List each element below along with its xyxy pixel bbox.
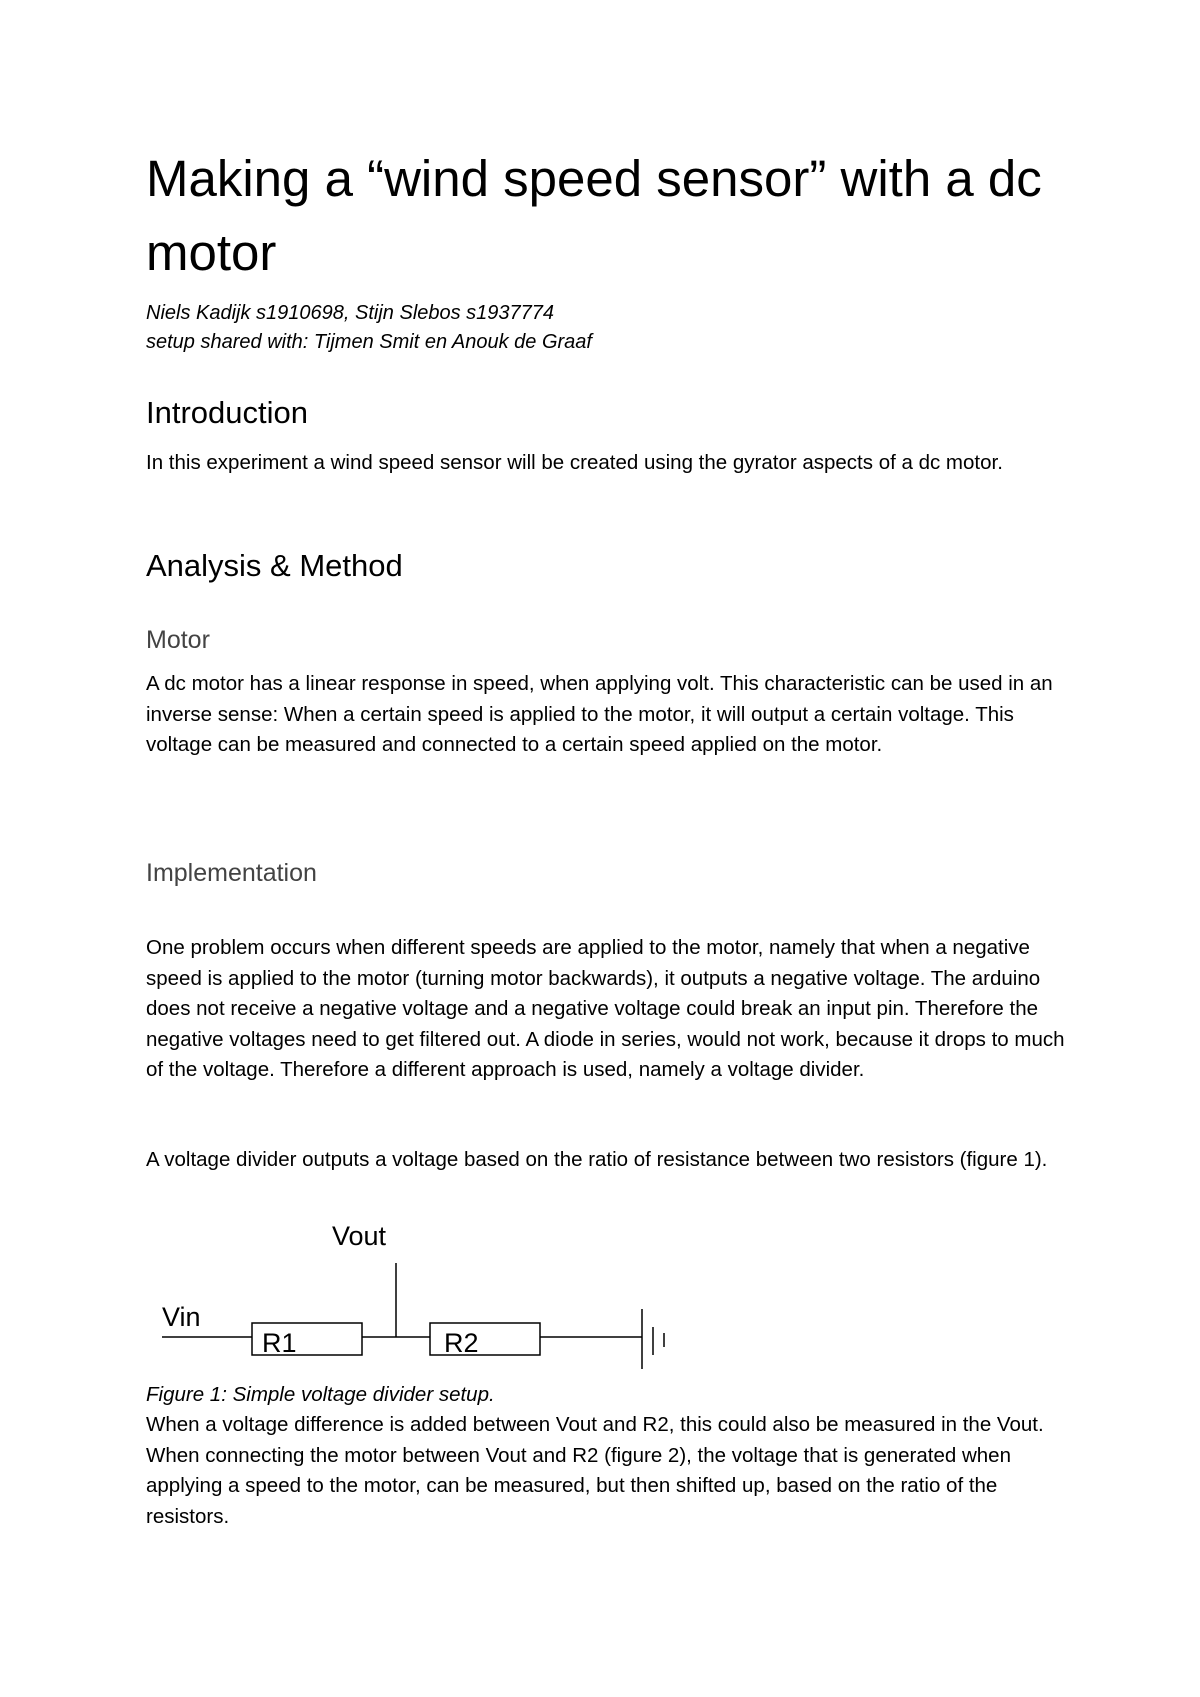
motor-text: A dc motor has a linear response in speed, when applying volt. This characteristic can be used in an inverse sense: When a certain speed is applied to the motor, it will output a certain voltage. This voltage can be measured and connected to a certain speed applied on the motor. [146, 672, 1053, 756]
implementation-paragraph-3: When a voltage difference is added between Vout and R2, this could also be measured in the Vout. When connecting the motor between Vout and R2 (figure 2), the voltage that is generated when applying a speed to the motor, can be measured, but then shifted up, based on the ratio of the resistors. [146, 1413, 1044, 1528]
implementation-paragraph-2: A voltage divider outputs a voltage based on the ratio of resistance between two resistors (figure 1). [146, 1148, 1048, 1171]
vout-label: Vout [332, 1221, 387, 1251]
voltage-divider-diagram [152, 1215, 692, 1390]
implementation-paragraph-1: One problem occurs when different speeds are applied to the motor, namely that when a negative speed is applied to the motor (turning motor backwards), it outputs a negative voltage. The arduino does not receive a negative voltage and a negative voltage could break an input pin. Therefore the negative voltages need to get filtered out. A diode in series, would not work, because it drops to much of the voltage. Therefore a different approach is used, namely a voltage divider. [146, 936, 1065, 1081]
analysis-heading: Analysis & Method [146, 548, 403, 583]
document-title: Making a “wind speed sensor” with a dc motor [146, 150, 1042, 281]
shared-setup-line: setup shared with: Tijmen Smit en Anouk de Graaf [146, 331, 592, 353]
figure-1-caption: Figure 1: Simple voltage divider setup. [146, 1383, 495, 1406]
motor-heading: Motor [146, 626, 210, 654]
introduction-text: In this experiment a wind speed sensor will be created using the gyrator aspects of a dc motor. [146, 451, 1003, 474]
r2-label: R2 [444, 1328, 479, 1358]
vin-label: Vin [162, 1302, 201, 1332]
implementation-heading: Implementation [146, 859, 317, 887]
introduction-heading: Introduction [146, 395, 308, 430]
authors-line: Niels Kadijk s1910698, Stijn Slebos s1937774 [146, 302, 555, 324]
voltage-divider-figure [152, 1215, 692, 1390]
r1-label: R1 [262, 1328, 297, 1358]
